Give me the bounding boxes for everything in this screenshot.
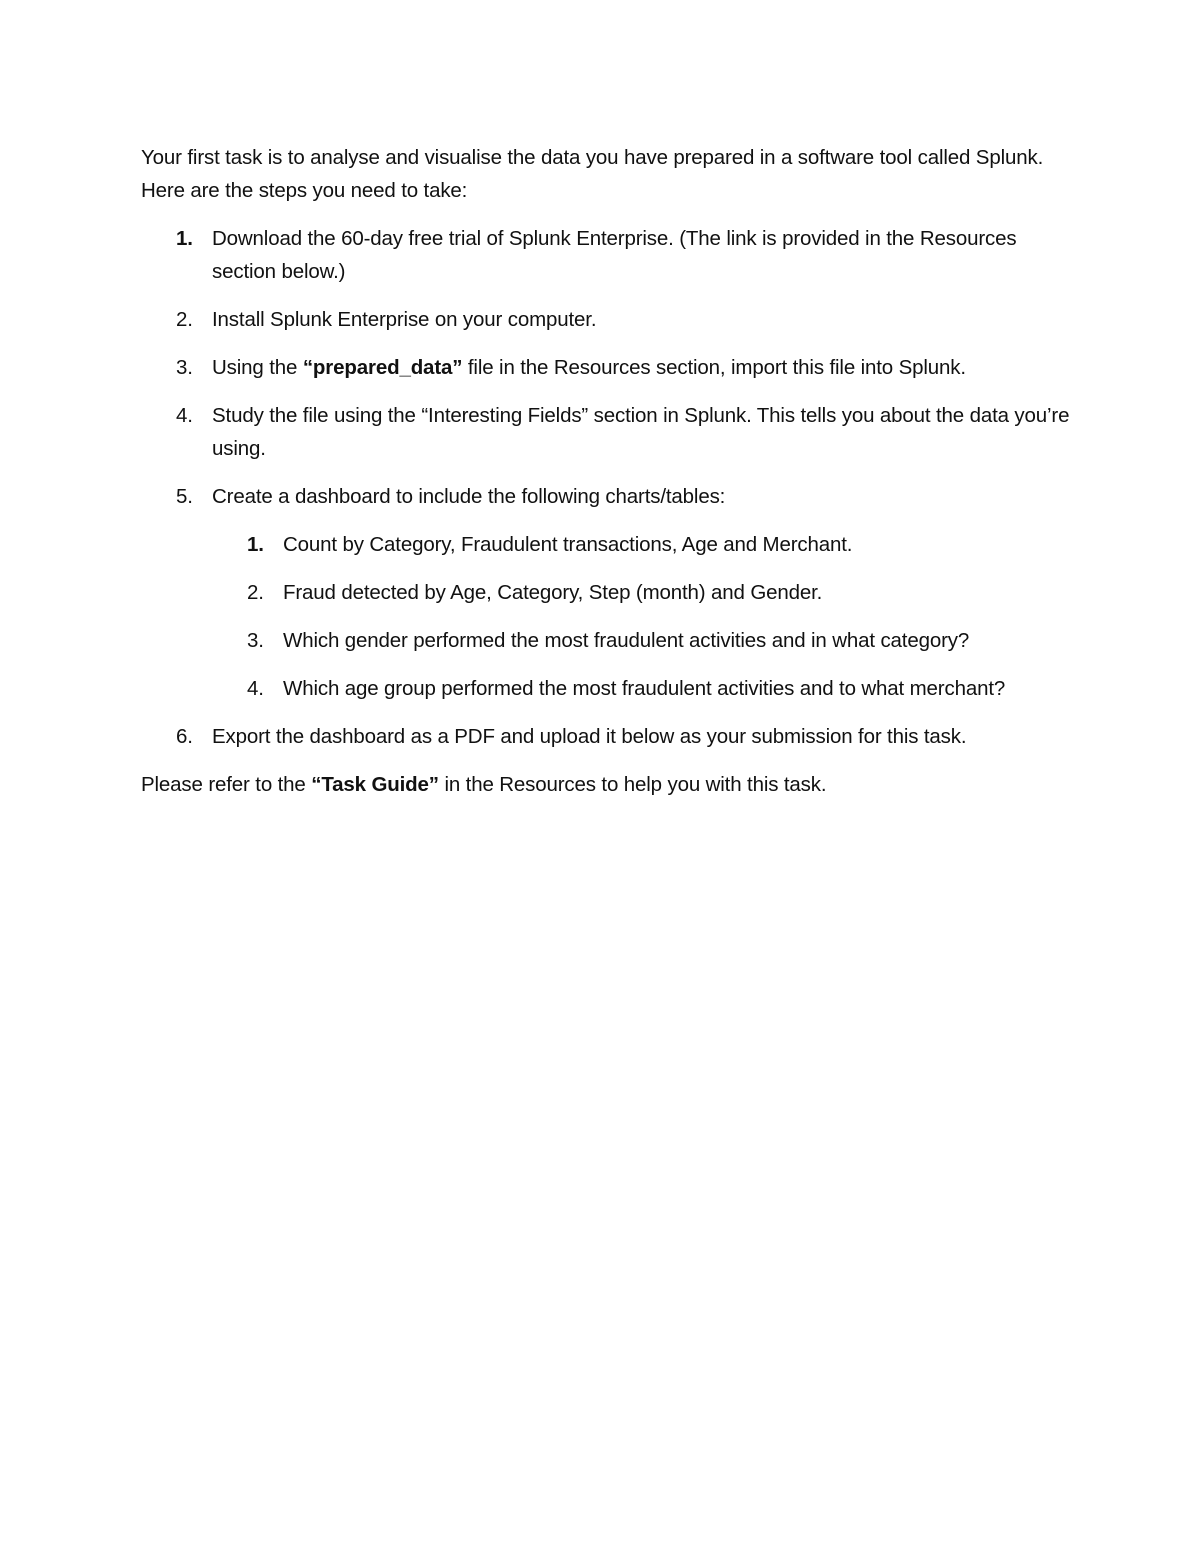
list-item [212,624,1071,657]
closing-suffix: in the Resources to help you with this task. [438,773,827,796]
step-text: Create a dashboard to include the following charts/tables: [212,485,726,508]
step-number: 4. [176,404,193,427]
list-item [141,480,1071,705]
step-number: 3. [176,356,193,379]
step-text: Install Splunk Enterprise on your computer. [212,308,597,331]
task-guide-reference: “Task Guide” [311,773,439,796]
substep-text: Count by Category, Fraudulent transactions, Age and Merchant. [283,533,853,556]
step-number: 5. [176,485,193,508]
substep-text: Which gender performed the most fraudulent activities and in what category? [283,629,970,652]
steps-list [141,222,1071,753]
substep-text: Which age group performed the most fraudulent activities and to what merchant? [283,677,1006,700]
step-text-suffix: file in the Resources section, import this file into Splunk. [462,356,966,379]
substeps-list [212,528,1071,705]
step-text: Download the 60-day free trial of Splunk Enterprise. (The link is provided in the Resources section below.) [212,227,1017,283]
list-item [141,399,1071,465]
substep-number: 3. [247,629,264,652]
intro-paragraph: Your first task is to analyse and visualise the data you have prepared in a software tool called Splunk. Here are the steps you need to take: [141,146,1044,202]
list-item [141,351,1071,384]
list-item [141,222,1071,288]
list-item [212,528,1071,561]
substep-number: 2. [247,581,264,604]
step-text-prefix: Using the [212,356,303,379]
step-text: Study the file using the “Interesting Fields” section in Splunk. This tells you about the data you’re using. [212,404,1070,460]
list-item [212,576,1071,609]
substep-text: Fraud detected by Age, Category, Step (month) and Gender. [283,581,823,604]
prepared-data-filename: “prepared_data” [302,356,463,379]
step-number: 2. [176,308,193,331]
step-number: 6. [176,725,193,748]
substep-number: 4. [247,677,264,700]
step-number: 1. [176,227,193,250]
step-text: Export the dashboard as a PDF and upload it below as your submission for this task. [212,725,967,748]
closing-paragraph [141,768,1071,801]
substep-number: 1. [247,533,264,556]
list-item [212,672,1071,705]
document-body [141,141,1071,801]
closing-prefix: Please refer to the [141,773,312,796]
list-item [141,303,1071,336]
list-item [141,720,1071,753]
